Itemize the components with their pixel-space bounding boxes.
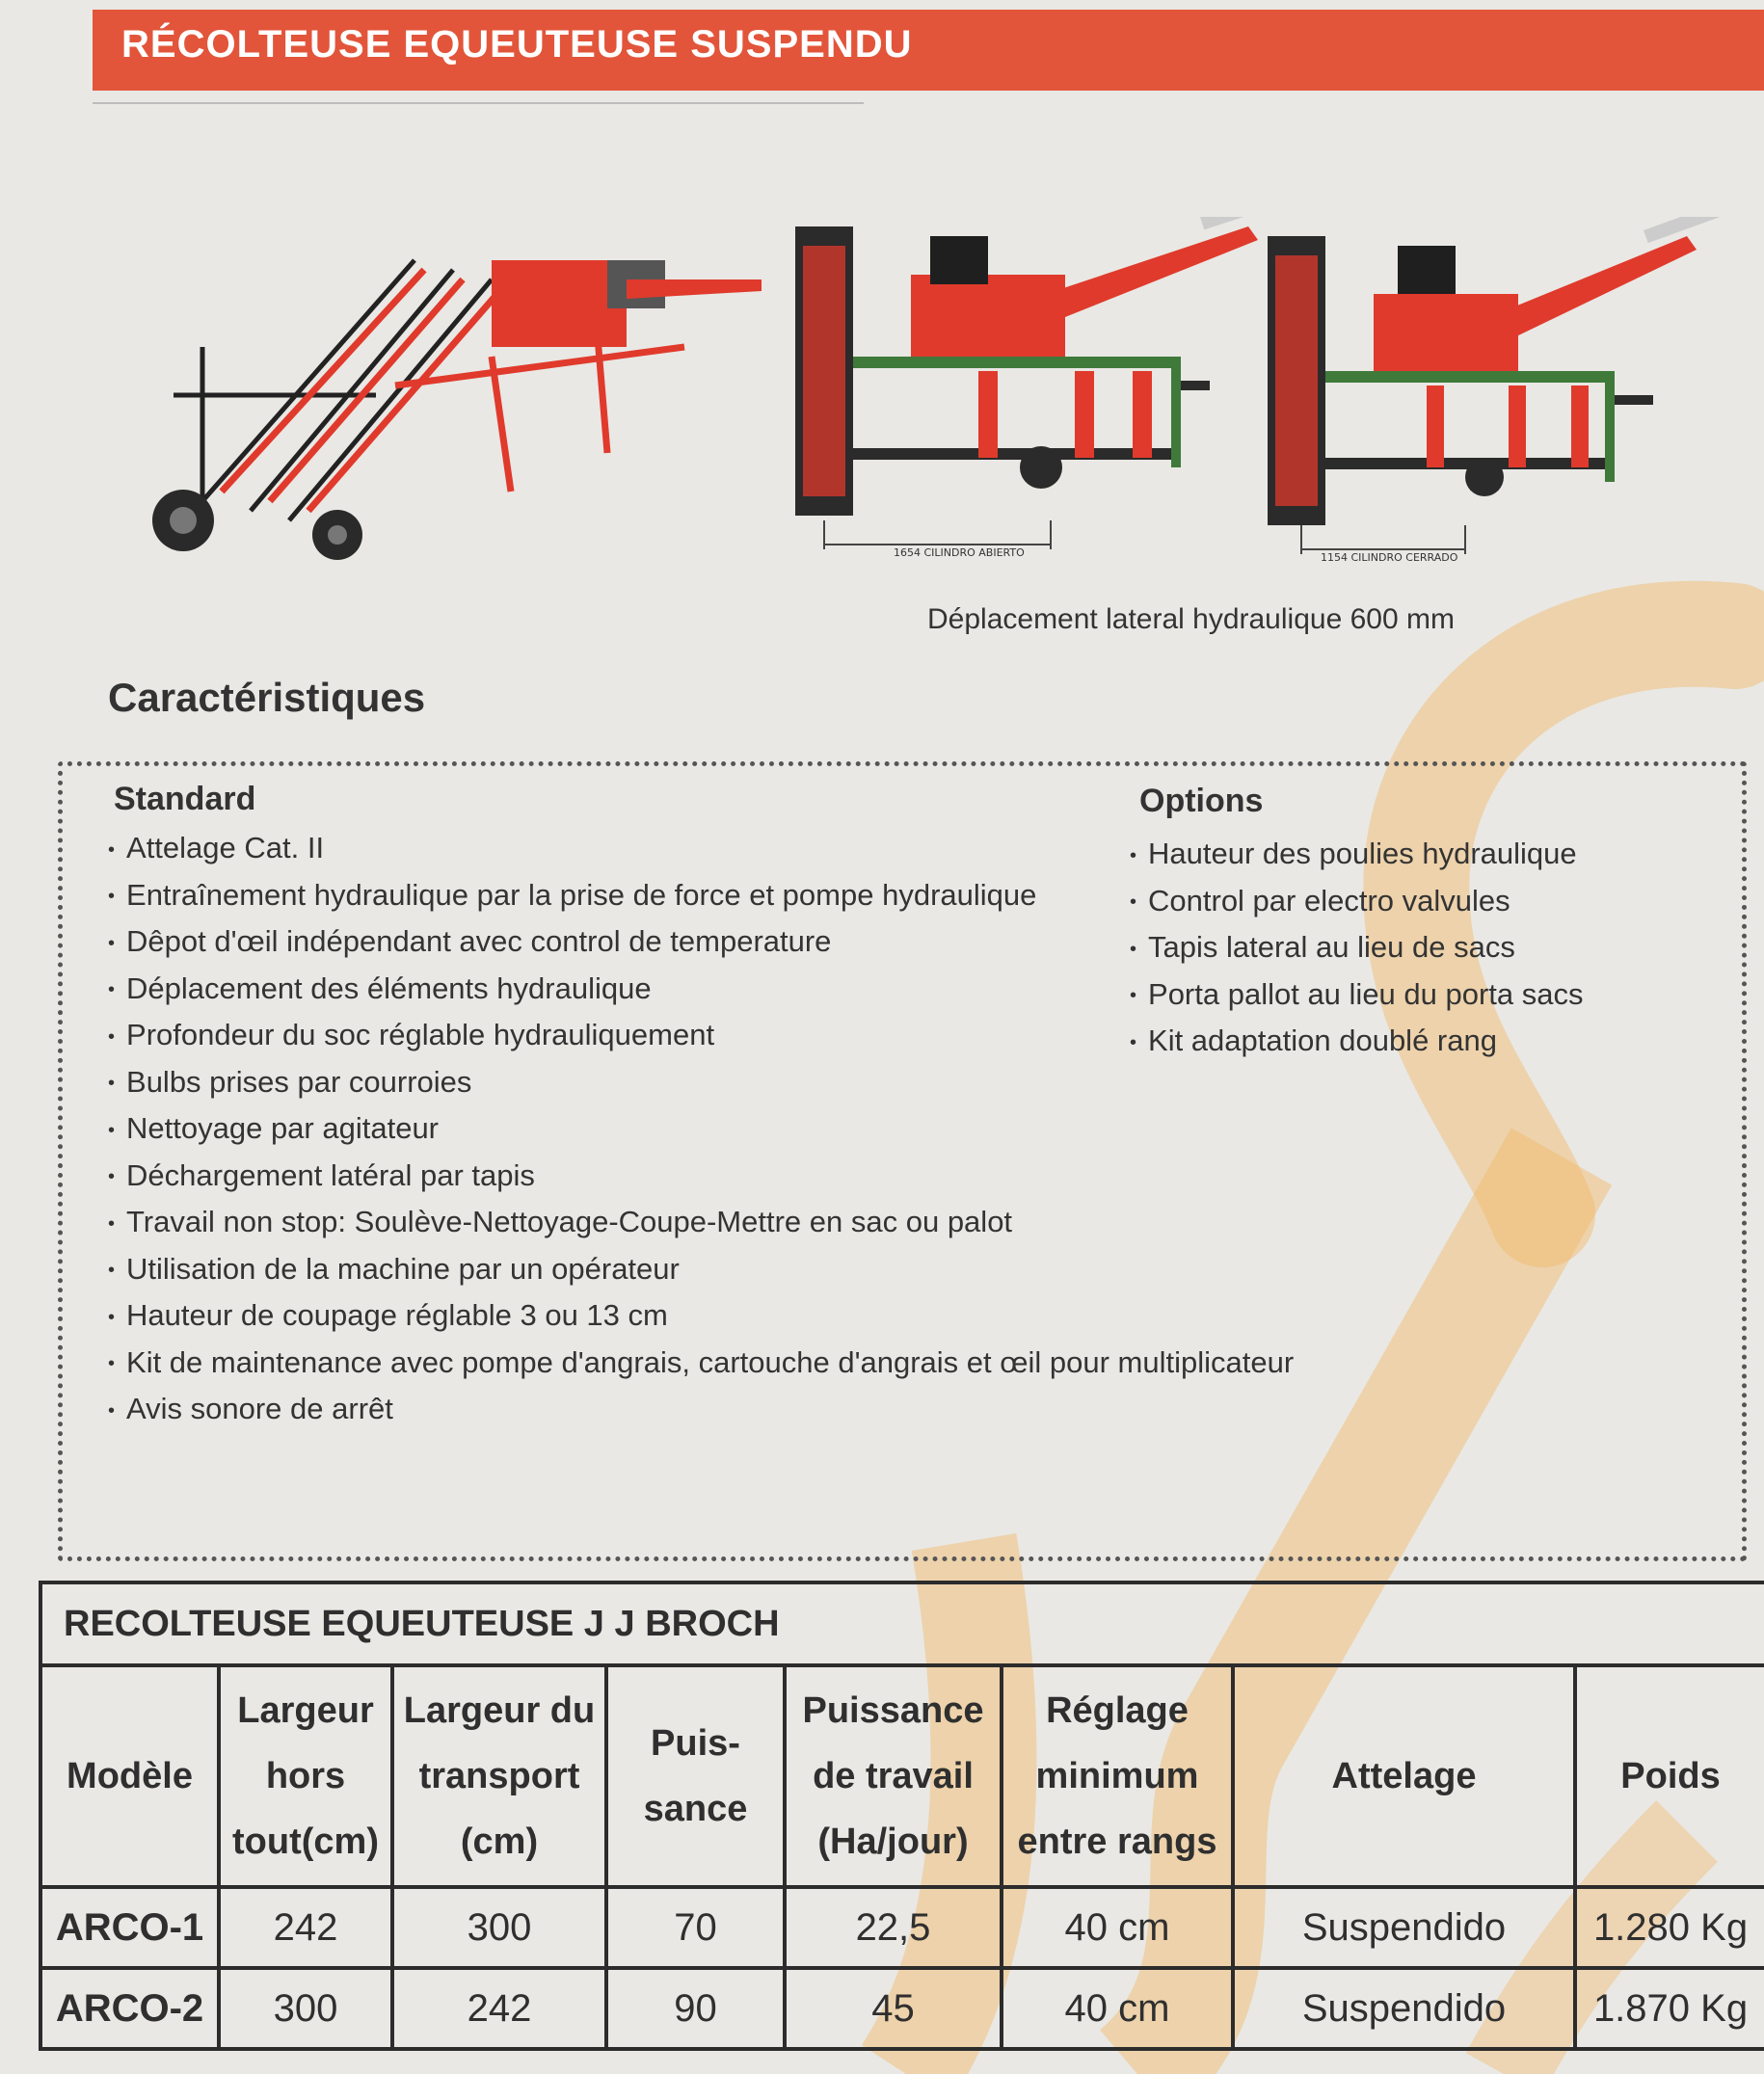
list-item: • Entraînement hydraulique par la prise de force et pompe hydraulique xyxy=(108,872,1294,919)
list-item: • Utilisation de la machine par un opérateur xyxy=(108,1246,1294,1293)
table-cell: 300 xyxy=(219,1968,392,2049)
column-header: Attelage xyxy=(1233,1665,1575,1887)
dimension-label-open: 1654 CILINDRO ABIERTO xyxy=(894,546,1025,559)
list-item: • Control par electro valvules xyxy=(1130,878,1584,925)
list-item: • Déplacement des éléments hydraulique xyxy=(108,966,1294,1013)
table-cell: 40 cm xyxy=(1002,1968,1233,2049)
table-cell-model: ARCO-2 xyxy=(40,1968,219,2049)
column-header: Puissance de travail (Ha/jour) xyxy=(785,1665,1002,1887)
table-row xyxy=(40,1887,1764,1968)
characteristics-title: Caractéristiques xyxy=(108,675,426,720)
standard-list xyxy=(108,825,1294,1433)
column-header: Puis- sance xyxy=(606,1665,785,1887)
harvester-side-view-closed xyxy=(1263,217,1764,573)
table-cell: 242 xyxy=(392,1968,606,2049)
standard-heading: Standard xyxy=(114,781,256,817)
table-row xyxy=(40,1968,1764,2049)
column-header: Réglage minimum entre rangs xyxy=(1002,1665,1233,1887)
column-header: Largeur du transport (cm) xyxy=(392,1665,606,1887)
list-item: • Tapis lateral au lieu de sacs xyxy=(1130,924,1584,971)
header-divider xyxy=(93,102,864,104)
list-item: • Dêpot d'œil indépendant avec control de temperature xyxy=(108,918,1294,966)
dimension-label-closed: 1154 CILINDRO CERRADO xyxy=(1321,551,1458,564)
table-cell: 70 xyxy=(606,1887,785,1968)
options-heading: Options xyxy=(1139,783,1264,819)
list-item: • Kit de maintenance avec pompe d'angrais, cartouche d'angrais et œil pour multiplicateur xyxy=(108,1340,1294,1387)
list-item: • Kit adaptation doublé rang xyxy=(1130,1018,1584,1065)
table-cell: Suspendido xyxy=(1233,1887,1575,1968)
options-list xyxy=(1130,831,1584,1065)
harvester-side-view-open xyxy=(786,217,1287,573)
page-title: RÉCOLTEUSE EQUEUTEUSE SUSPENDU xyxy=(121,23,913,66)
table-cell-model: ARCO-1 xyxy=(40,1887,219,1968)
list-item: • Avis sonore de arrêt xyxy=(108,1386,1294,1433)
specifications-table xyxy=(39,1581,1764,2051)
table-cell: Suspendido xyxy=(1233,1968,1575,2049)
harvester-perspective-image xyxy=(145,202,771,588)
table-cell: 22,5 xyxy=(785,1887,1002,1968)
list-item: • Travail non stop: Soulève-Nettoyage-Coupe-Mettre en sac ou palot xyxy=(108,1199,1294,1246)
list-item: • Hauteur de coupage réglable 3 ou 13 cm xyxy=(108,1292,1294,1340)
list-item: • Hauteur des poulies hydraulique xyxy=(1130,831,1584,878)
list-item: • Bulbs prises par courroies xyxy=(108,1059,1294,1106)
list-item: • Porta pallot au lieu du porta sacs xyxy=(1130,971,1584,1019)
table-cell: 40 cm xyxy=(1002,1887,1233,1968)
column-header: Largeur hors tout(cm) xyxy=(219,1665,392,1887)
list-item: • Déchargement latéral par tapis xyxy=(108,1153,1294,1200)
table-cell: 1.870 Kg xyxy=(1575,1968,1764,2049)
list-item: • Profondeur du soc réglable hydrauliquement xyxy=(108,1012,1294,1059)
list-item: • Attelage Cat. II xyxy=(108,825,1294,872)
image-caption: Déplacement lateral hydraulique 600 mm xyxy=(927,603,1455,635)
table-title: RECOLTEUSE EQUEUTEUSE J J BROCH xyxy=(40,1582,1764,1665)
table-cell: 300 xyxy=(392,1887,606,1968)
column-header: Modèle xyxy=(40,1665,219,1887)
list-item: • Nettoyage par agitateur xyxy=(108,1105,1294,1153)
column-header: Poids xyxy=(1575,1665,1764,1887)
table-cell: 90 xyxy=(606,1968,785,2049)
table-cell: 45 xyxy=(785,1968,1002,2049)
table-cell: 242 xyxy=(219,1887,392,1968)
table-cell: 1.280 Kg xyxy=(1575,1887,1764,1968)
